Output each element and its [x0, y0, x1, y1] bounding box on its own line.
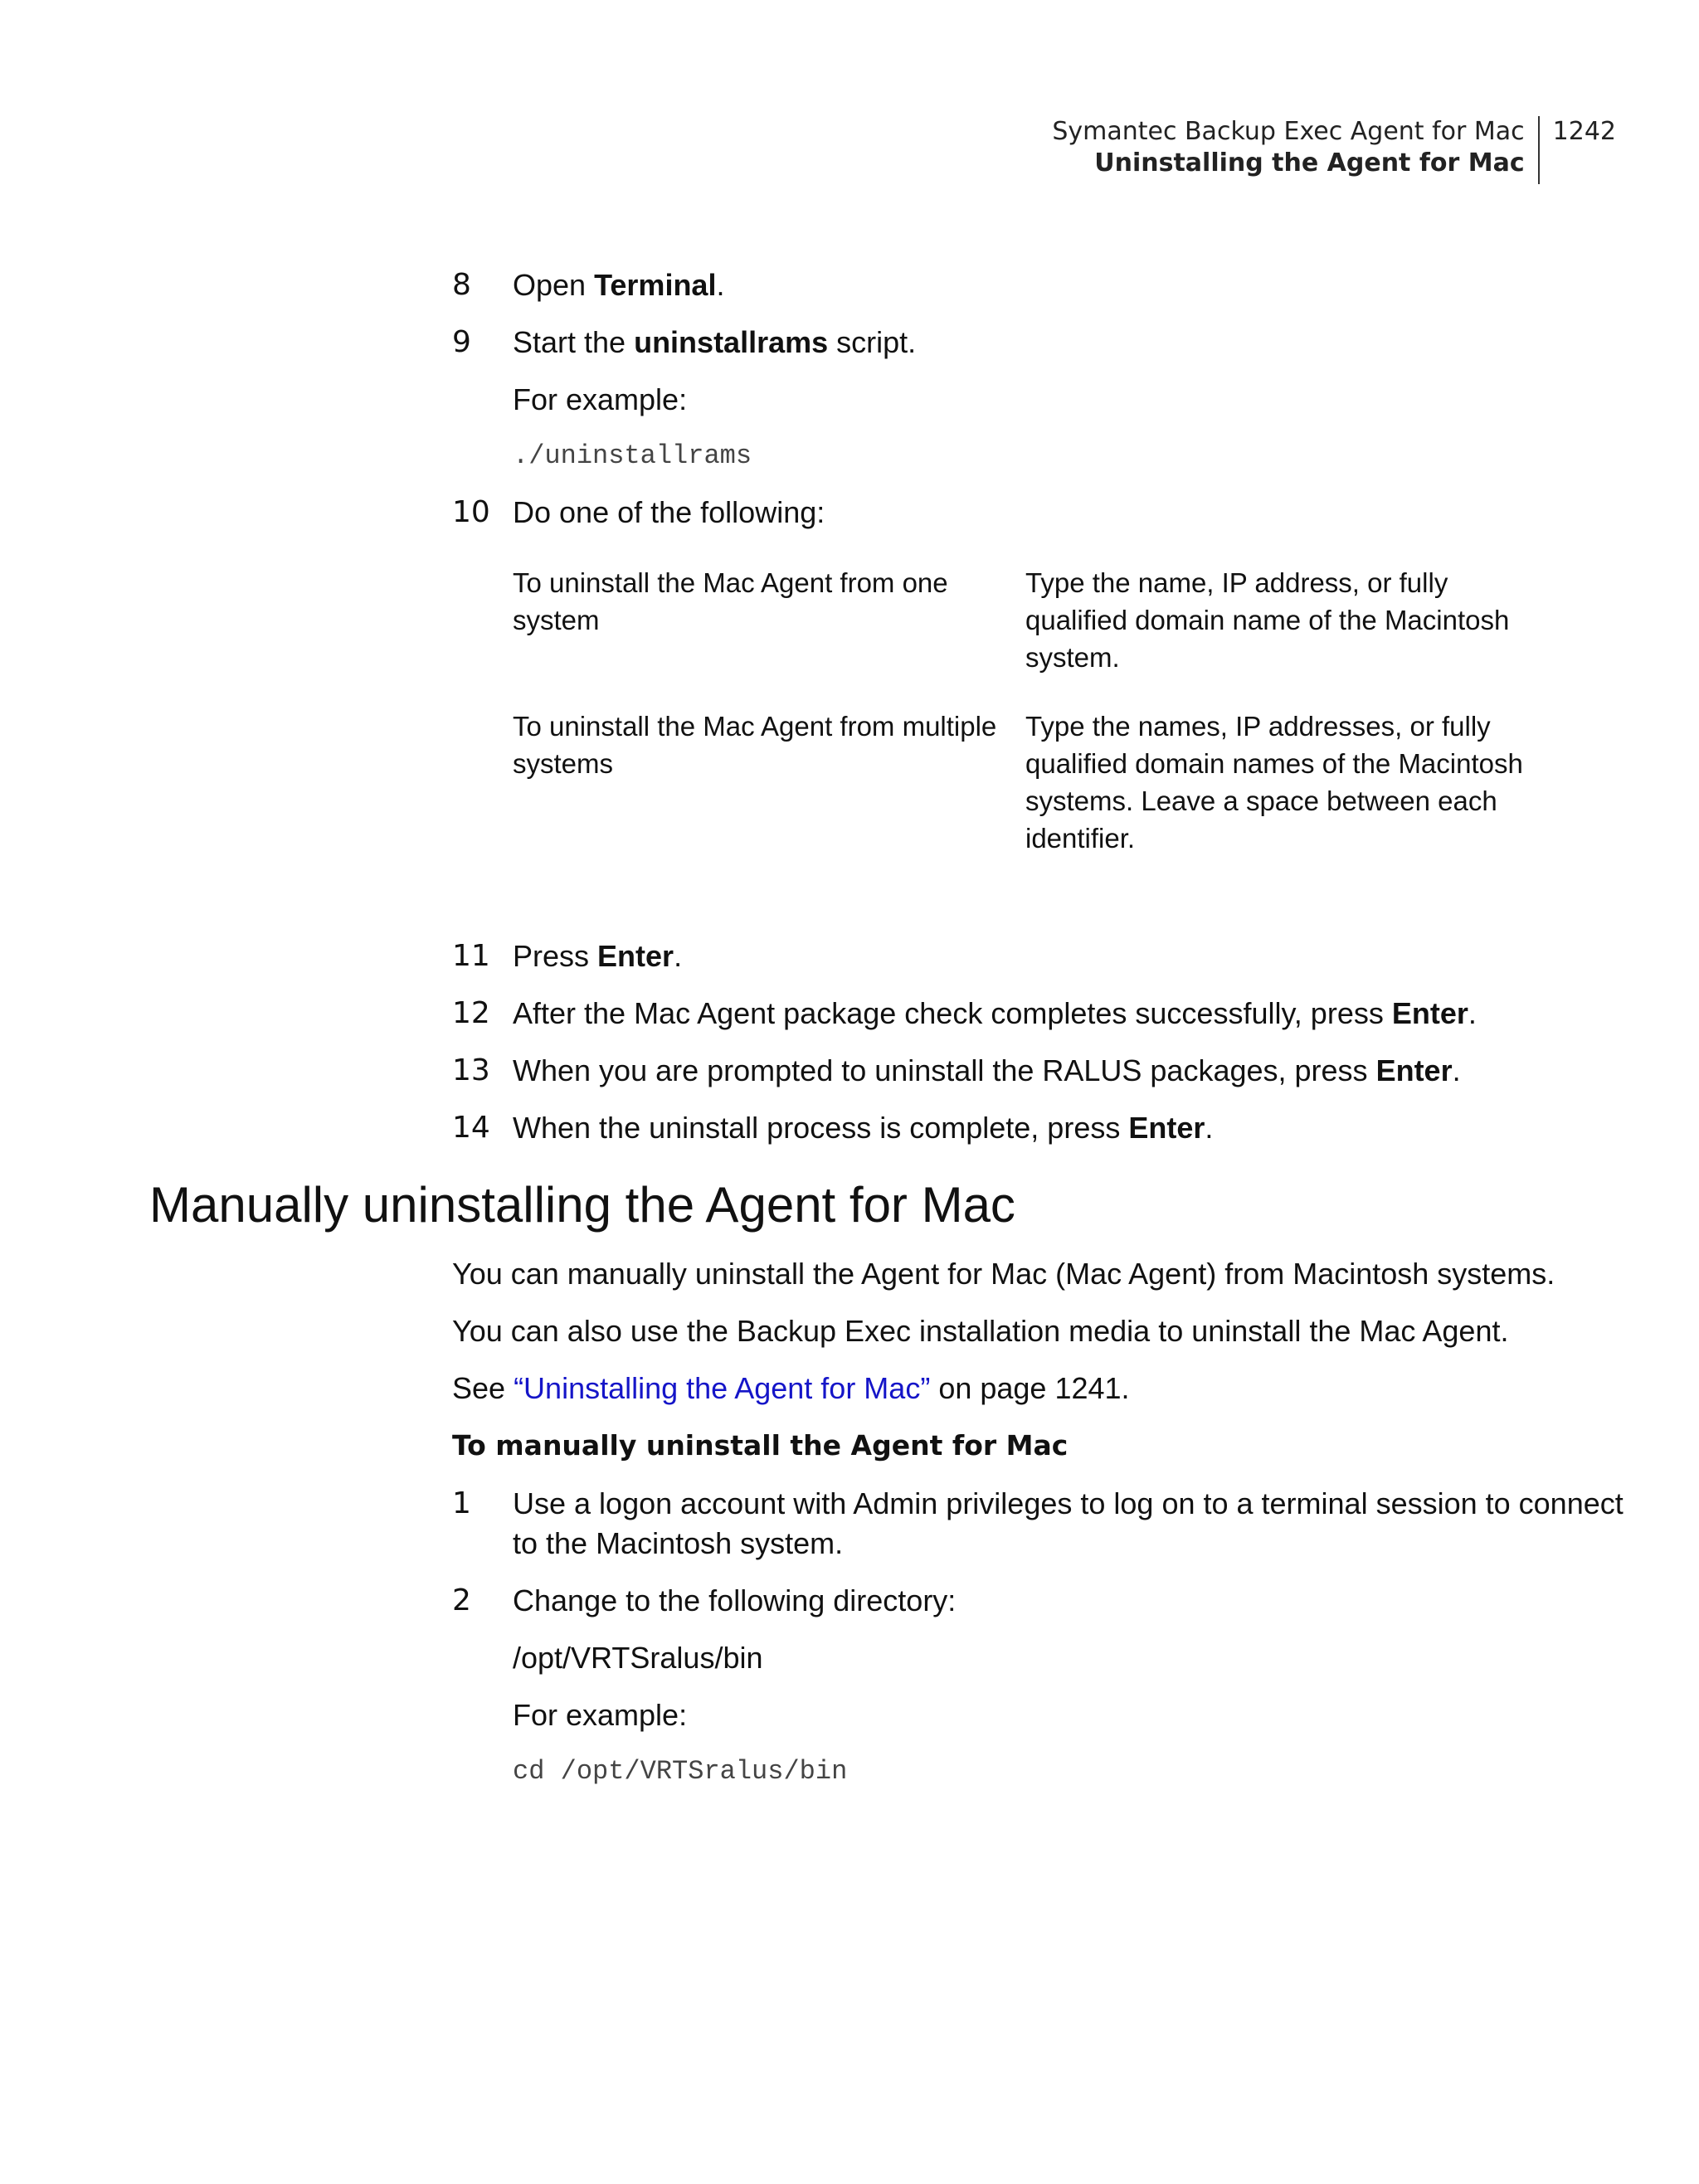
option-action: Type the names, IP addresses, or fully qualified domain names of the Macintosh systems. Leave a space between each identifier.: [1025, 711, 1523, 854]
step-12: [452, 994, 1647, 1034]
running-header: [1052, 116, 1616, 184]
script-name: uninstallrams: [634, 325, 829, 359]
step-14: [452, 1108, 1647, 1148]
step-text: Press: [513, 939, 598, 973]
step-text: Open: [513, 268, 595, 302]
procedure-title: To manually uninstall the Agent for Mac: [452, 1429, 1069, 1462]
step-number: 9: [452, 325, 471, 359]
step-number: 8: [452, 268, 471, 302]
key-name: Enter: [597, 939, 674, 973]
step-1: [452, 1484, 1647, 1564]
page-number: 1242: [1552, 117, 1616, 146]
step-number: 1: [452, 1486, 471, 1520]
step-2: [452, 1581, 1647, 1621]
step-text: .: [1452, 1053, 1461, 1087]
step-10: [452, 493, 1647, 533]
step-number: 14: [452, 1111, 490, 1145]
cross-reference-text: on page 1241.: [930, 1371, 1130, 1405]
section-title: Uninstalling the Agent for Mac: [1094, 148, 1525, 178]
option-condition: To uninstall the Mac Agent from one system: [513, 567, 948, 635]
chapter-title: Symantec Backup Exec Agent for Mac: [1052, 117, 1525, 146]
step-number: 12: [452, 996, 490, 1030]
step-text: After the Mac Agent package check completes successfully, press: [513, 996, 1392, 1030]
example-label: For example:: [513, 1698, 688, 1732]
step-text: When the uninstall process is complete, press: [513, 1111, 1129, 1145]
procedure-continued: [452, 265, 1647, 1165]
step-text: Do one of the following:: [513, 495, 825, 529]
cross-reference-text: See: [452, 1371, 514, 1405]
intro-paragraph: You can also use the Backup Exec installation media to uninstall the Mac Agent.: [452, 1314, 1509, 1348]
key-name: Enter: [1128, 1111, 1205, 1145]
section-body: [452, 1254, 1647, 1808]
key-name: Enter: [1375, 1053, 1453, 1087]
option-action: Type the name, IP address, or fully qualified domain name of the Macintosh system.: [1025, 567, 1510, 673]
step-8: [452, 265, 1647, 305]
option-condition: To uninstall the Mac Agent from multiple systems: [513, 711, 997, 779]
step-text: Change to the following directory:: [513, 1583, 957, 1617]
step-number: 2: [452, 1583, 471, 1617]
step-number: 10: [452, 495, 490, 529]
step-number: 13: [452, 1053, 490, 1087]
step-text: Use a logon account with Admin privileges to log on to a terminal session to connect to the Macintosh system.: [513, 1486, 1624, 1560]
code-example: cd /opt/VRTSralus/bin: [513, 1756, 848, 1787]
step-text: .: [1205, 1111, 1214, 1145]
step-text: .: [716, 268, 725, 302]
intro-paragraph: You can manually uninstall the Agent for Mac (Mac Agent) from Macintosh systems.: [452, 1257, 1555, 1291]
example-label: For example:: [513, 382, 688, 416]
step-13: [452, 1051, 1647, 1091]
step-number: 11: [452, 939, 490, 973]
ui-term: Terminal: [594, 268, 717, 302]
table-row: [513, 708, 1527, 888]
step-text: .: [674, 939, 683, 973]
cross-reference: [452, 1369, 1647, 1408]
options-table: [513, 564, 1527, 888]
step-11: [452, 936, 1647, 976]
step-text: Start the: [513, 325, 635, 359]
running-header-text: [1052, 116, 1539, 184]
key-name: Enter: [1391, 996, 1468, 1030]
step-text: script.: [828, 325, 917, 359]
step-text: When you are prompted to uninstall the RALUS packages, press: [513, 1053, 1376, 1087]
table-row: [513, 564, 1527, 708]
code-example: ./uninstallrams: [513, 440, 752, 471]
step-9: [452, 323, 1647, 362]
step-text: .: [1468, 996, 1477, 1030]
directory-path: /opt/VRTSralus/bin: [513, 1641, 763, 1675]
cross-reference-link[interactable]: “Uninstalling the Agent for Mac”: [514, 1371, 931, 1405]
section-heading: Manually uninstalling the Agent for Mac: [149, 1177, 1015, 1233]
